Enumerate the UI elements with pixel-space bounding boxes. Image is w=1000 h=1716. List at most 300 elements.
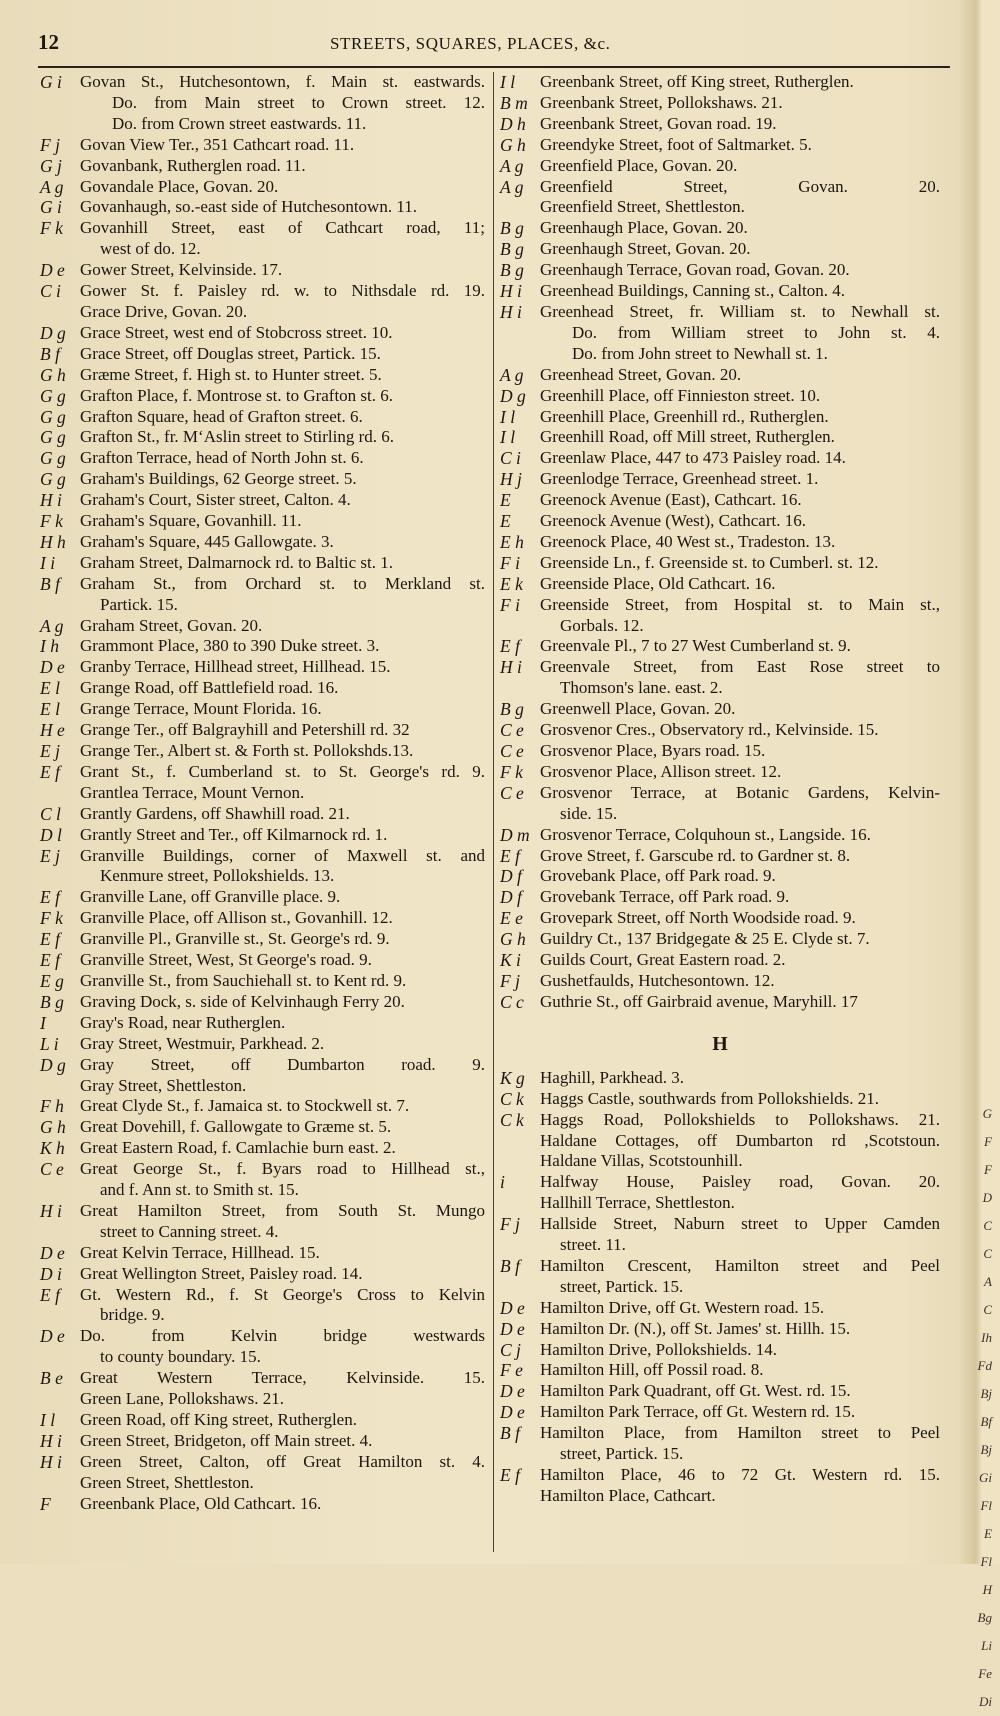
edge-letter: H <box>982 1582 992 1597</box>
map-reference: E h <box>500 531 524 552</box>
map-reference: I h <box>40 636 59 657</box>
map-reference: E g <box>40 970 64 991</box>
map-reference: B f <box>40 573 60 594</box>
directory-entry <box>500 1214 940 1256</box>
entry-line: Grantly Gardens, off Shawhill road. 21. <box>80 803 350 823</box>
entry-text <box>540 741 940 762</box>
map-reference: G h <box>500 134 526 155</box>
entry-line: Graving Dock, s. side of Kelvinhaugh Ferry 20. <box>80 991 405 1011</box>
entry-line: Greenock Avenue (West), Cathcart. 16. <box>540 511 806 531</box>
entry-line: Graham's Square, 445 Gallowgate. 3. <box>80 531 334 551</box>
map-reference: F e <box>500 1360 523 1381</box>
directory-entry <box>40 260 485 281</box>
entry-text <box>80 1368 485 1410</box>
entry-line: Grantlea Terrace, Mount Vernon. <box>80 782 305 802</box>
directory-entry <box>40 1368 485 1410</box>
map-reference: I l <box>500 427 516 448</box>
entry-line: Hallhill Terrace, Shettleston. <box>540 1193 735 1213</box>
entry-line: Govan St., Hutchesontown, f. Main st. eastwards. <box>80 72 485 91</box>
entry-line: Govanhill Street, east of Cathcart road, 11; <box>80 218 485 238</box>
entry-line: Govandale Place, Govan. 20. <box>80 176 279 196</box>
map-reference: I <box>40 1012 46 1033</box>
entry-text <box>80 720 485 741</box>
directory-entry <box>500 1068 940 1089</box>
directory-entry <box>40 908 485 929</box>
entry-line: Granville Buildings, corner of Maxwell st. and <box>80 845 485 865</box>
map-reference: H i <box>40 1430 62 1451</box>
entry-text <box>540 490 940 511</box>
entry-line: Hamilton Park Terrace, off Gt. Western rd. 15. <box>540 1402 856 1422</box>
directory-entry <box>500 741 940 762</box>
map-reference: E f <box>40 887 60 908</box>
entry-line: Hamilton Hill, off Possil road. 8. <box>540 1360 764 1380</box>
entry-line: Greenlodge Terrace, Greenhead street. 1. <box>540 469 819 489</box>
directory-entry <box>500 427 940 448</box>
entry-text <box>540 1110 940 1173</box>
entry-text <box>80 532 485 553</box>
edge-letter: F <box>984 1162 992 1177</box>
map-reference: D e <box>500 1381 525 1402</box>
map-reference: A g <box>40 615 64 636</box>
entry-line: Govanbank, Rutherglen road. 11. <box>80 155 306 175</box>
entry-text <box>540 72 940 93</box>
entry-text <box>80 1159 485 1201</box>
entry-line: Hamilton Drive, off Gt. Western road. 15. <box>540 1297 825 1317</box>
map-reference: i <box>500 1172 505 1193</box>
directory-entry <box>500 177 940 219</box>
entry-line: Greenhaugh Terrace, Govan road, Govan. 20. <box>540 260 850 280</box>
entry-text <box>540 657 940 699</box>
map-reference: B f <box>40 343 60 364</box>
entry-text <box>80 804 485 825</box>
right-column <box>500 72 940 1507</box>
map-reference: A g <box>500 155 524 176</box>
map-reference: G g <box>40 448 66 469</box>
map-reference: A g <box>500 176 524 197</box>
entry-line: Greenbank Street, off King street, Rutherglen. <box>540 72 854 91</box>
entry-text <box>80 929 485 950</box>
edge-letter: C <box>983 1246 992 1261</box>
directory-entry <box>40 616 485 637</box>
map-reference: B g <box>500 260 524 281</box>
entry-line: Haldane Villas, Scotstounhill. <box>540 1151 743 1171</box>
entry-line: Haggs Castle, southwards from Pollokshields. 21. <box>540 1088 880 1108</box>
entry-line: Hamilton Place, Cathcart. <box>540 1485 716 1505</box>
entry-line: Haldane Cottages, off Dumbarton rd ,Scotstoun. <box>540 1130 940 1150</box>
edge-letter: C <box>983 1302 992 1317</box>
map-reference: I l <box>500 72 516 92</box>
edge-letter: Bf <box>980 1414 992 1429</box>
entry-line: Grange Ter., Albert st. & Forth st. Pollokshds.13. <box>80 741 414 760</box>
entry-line: Granville Place, off Allison st., Govanhill. 12. <box>80 908 393 928</box>
directory-entry <box>500 469 940 490</box>
entry-line: Granville St., from Sauchiehall st. to Kent rd. 9. <box>80 970 407 990</box>
entry-text <box>80 636 485 657</box>
entry-line: Grafton Terrace, head of North John st. 6. <box>80 448 364 468</box>
entry-text <box>80 1055 485 1097</box>
directory-entry <box>500 532 940 553</box>
map-reference: C k <box>500 1088 524 1109</box>
entry-line: Thomson's lane. east. 2. <box>560 678 723 698</box>
directory-entry <box>500 490 940 511</box>
map-reference: F <box>40 1493 51 1514</box>
directory-entry <box>40 386 485 407</box>
entry-line: Grosvenor Place, Allison street. 12. <box>540 761 782 781</box>
map-reference: E j <box>40 741 60 761</box>
map-reference: K g <box>500 1067 525 1088</box>
map-reference: D f <box>500 887 522 908</box>
entry-text <box>540 1068 940 1089</box>
directory-entry <box>500 553 940 574</box>
map-reference: K i <box>500 950 521 971</box>
entry-line: Do. from Crown street eastwards. 11. <box>112 113 367 133</box>
entry-text <box>80 135 485 156</box>
entry-line: Graham's Buildings, 62 George street. 5. <box>80 469 357 489</box>
directory-entry <box>40 929 485 950</box>
map-reference: D g <box>40 322 66 343</box>
directory-entry <box>40 197 485 218</box>
directory-entry <box>40 532 485 553</box>
map-reference: G g <box>40 385 66 406</box>
entry-text <box>540 239 940 260</box>
map-reference: C i <box>40 281 61 302</box>
directory-entry <box>40 1096 485 1117</box>
directory-entry <box>500 1423 940 1465</box>
entry-text <box>540 1214 940 1256</box>
directory-entry <box>40 846 485 888</box>
entry-line: Gray Street, off Dumbarton road. 9. <box>80 1054 485 1074</box>
entry-text <box>540 177 940 219</box>
entry-line: Graham Street, Dalmarnock rd. to Baltic st. 1. <box>80 552 393 572</box>
entry-line: bridge. 9. <box>100 1305 165 1325</box>
entry-text <box>540 427 940 448</box>
map-reference: E f <box>40 950 60 971</box>
entry-text <box>80 177 485 198</box>
edge-letter: G <box>982 1106 992 1121</box>
entry-line: Hamilton Dr. (N.), off St. James' st. Hillh. 15. <box>540 1318 851 1338</box>
directory-entry <box>40 762 485 804</box>
directory-entry <box>500 1256 940 1298</box>
entry-line: Grammont Place, 380 to 390 Duke street. 3. <box>80 636 380 656</box>
entry-text <box>80 887 485 908</box>
directory-entry <box>40 887 485 908</box>
entry-text <box>80 616 485 637</box>
directory-entry <box>40 218 485 260</box>
entry-line: Greenhaugh Place, Govan. 20. <box>540 218 748 238</box>
edge-letter: Gi <box>979 1470 992 1485</box>
directory-entry <box>40 971 485 992</box>
directory-entry <box>40 72 485 135</box>
directory-entry <box>500 971 940 992</box>
map-reference: D e <box>500 1297 525 1318</box>
directory-entry <box>500 992 940 1013</box>
entry-line: Do. from Kelvin bridge westwards <box>80 1326 485 1346</box>
entry-line: Granville Pl., Granville st., St. George's rd. 9. <box>80 929 390 949</box>
directory-entry <box>500 365 940 386</box>
page-number: 12 <box>38 30 59 54</box>
directory-entry <box>500 1298 940 1319</box>
directory-entry <box>40 1117 485 1138</box>
directory-entry <box>40 1285 485 1327</box>
directory-entry <box>40 804 485 825</box>
entry-line: Greenbank Street, Govan road. 19. <box>540 113 777 133</box>
entry-line: Great Western Terrace, Kelvinside. 15. <box>80 1368 485 1388</box>
entry-text <box>80 281 485 323</box>
map-reference: C j <box>500 1339 521 1360</box>
entry-line: Greenwell Place, Govan. 20. <box>540 699 736 719</box>
entry-line: Green Street, Calton, off Great Hamilton st. 4. <box>80 1451 485 1471</box>
map-reference: A g <box>40 176 64 197</box>
map-reference: K h <box>40 1138 65 1159</box>
entry-line: Hamilton Crescent, Hamilton street and Peel <box>540 1255 940 1275</box>
map-reference: I l <box>500 406 516 427</box>
map-reference: H i <box>500 301 522 322</box>
directory-entry <box>40 741 485 762</box>
entry-line: and f. Ann st. to Smith st. 15. <box>100 1180 299 1200</box>
directory-entry <box>40 1452 485 1494</box>
right-column-h-entries <box>500 1068 940 1507</box>
map-reference: C e <box>500 782 524 803</box>
entry-text <box>80 1096 485 1117</box>
section-heading: H <box>712 1032 728 1055</box>
directory-entry <box>500 1465 940 1507</box>
map-reference: E f <box>500 636 520 657</box>
directory-entry <box>500 908 940 929</box>
entry-line: Grace Drive, Govan. 20. <box>80 301 248 321</box>
entry-line: Grovebank Terrace, off Park road. 9. <box>540 887 790 907</box>
directory-entry <box>500 1089 940 1110</box>
entry-text <box>540 908 940 929</box>
directory-entry <box>500 72 940 93</box>
entry-line: Grange Ter., off Balgrayhill and Petershill rd. 32 <box>80 720 410 740</box>
map-reference: D m <box>500 824 530 845</box>
map-reference: D g <box>500 385 526 406</box>
entry-line: Gray Street, Shettleston. <box>80 1075 247 1095</box>
map-reference: B f <box>500 1255 520 1276</box>
entry-text <box>80 490 485 511</box>
entry-line: Granville Street, West, St George's road. 9. <box>80 950 372 970</box>
directory-entry <box>40 469 485 490</box>
map-reference: H j <box>500 469 522 490</box>
map-reference: F i <box>500 552 520 573</box>
entry-text <box>540 866 940 887</box>
entry-text <box>80 1243 485 1264</box>
map-reference: B g <box>40 991 64 1012</box>
entry-text <box>80 574 485 616</box>
entry-text <box>540 511 940 532</box>
map-reference: H h <box>40 531 66 552</box>
entry-text <box>80 1285 485 1327</box>
edge-letter: C <box>983 1218 992 1233</box>
entry-text <box>540 720 940 741</box>
entry-line: Graham St., from Orchard st. to Merkland st. <box>80 573 485 593</box>
entry-text <box>80 908 485 929</box>
directory-entry <box>500 720 940 741</box>
map-reference: H e <box>40 720 65 741</box>
directory-entry <box>40 1055 485 1097</box>
map-reference: G g <box>40 406 66 427</box>
map-reference: G g <box>40 427 66 448</box>
entry-text <box>540 365 940 386</box>
entry-line: Greenvale Pl., 7 to 27 West Cumberland st. 9. <box>540 636 851 656</box>
map-reference: B m <box>500 92 528 113</box>
map-reference: F k <box>500 761 523 782</box>
entry-line: Green Street, Shettleston. <box>80 1472 254 1492</box>
edge-letter: Fe <box>978 1666 992 1681</box>
entry-line: Grosvenor Place, Byars road. 15. <box>540 741 766 760</box>
entry-line: Greenock Avenue (East), Cathcart. 16. <box>540 490 802 510</box>
entry-line: Greenbank Street, Pollokshaws. 21. <box>540 92 783 112</box>
directory-entry <box>500 114 940 135</box>
entry-text <box>540 1423 940 1465</box>
directory-entry <box>500 135 940 156</box>
directory-entry <box>40 365 485 386</box>
directory-entry <box>500 887 940 908</box>
edge-letter: F <box>984 1134 992 1149</box>
map-reference: D e <box>40 657 65 678</box>
entry-line: Greenhill Road, off Mill street, Rutherglen. <box>540 427 835 447</box>
entry-line: Greenfield Street, Shettleston. <box>540 197 745 217</box>
entry-line: Grosvenor Terrace, Colquhoun st., Langside. 16. <box>540 824 871 844</box>
directory-entry <box>40 177 485 198</box>
map-reference: F k <box>40 218 63 239</box>
entry-text <box>540 553 940 574</box>
directory-entry <box>500 1319 940 1340</box>
entry-line: Greenside Ln., f. Greenside st. to Cumberl. st. 12. <box>540 552 879 572</box>
map-reference: G h <box>40 1117 66 1138</box>
directory-entry <box>500 1402 940 1423</box>
entry-text <box>80 344 485 365</box>
entry-text <box>80 553 485 574</box>
entry-text <box>540 407 940 428</box>
entry-line: Hamilton Park Quadrant, off Gt. West. rd. 15. <box>540 1381 851 1401</box>
map-reference: C e <box>500 720 524 741</box>
entry-text <box>80 72 485 135</box>
entry-text <box>80 1410 485 1431</box>
map-reference: F k <box>40 908 63 929</box>
map-reference: E l <box>40 699 60 720</box>
entry-line: Gray Street, Westmuir, Parkhead. 2. <box>80 1033 325 1053</box>
entry-text <box>540 783 940 825</box>
map-reference: D e <box>40 1326 65 1347</box>
entry-line: Grafton St., fr. M‘Aslin street to Stirling rd. 6. <box>80 427 395 447</box>
entry-text <box>80 365 485 386</box>
entry-line: Great Clyde St., f. Jamaica st. to Stockwell st. 7. <box>80 1096 410 1116</box>
map-reference: G h <box>40 364 66 385</box>
entry-text <box>540 846 940 867</box>
entry-line: Grosvenor Terrace, at Botanic Gardens, Kelvin- <box>540 782 940 802</box>
entry-line: Great Kelvin Terrace, Hillhead. 15. <box>80 1242 320 1262</box>
directory-entry <box>40 992 485 1013</box>
map-reference: D i <box>40 1263 62 1284</box>
directory-entry <box>40 720 485 741</box>
entry-line: Govan View Ter., 351 Cathcart road. 11. <box>80 134 355 154</box>
entry-line: Grange Road, off Battlefield road. 16. <box>80 678 339 698</box>
entry-line: Greenfield Street, Govan. 20. <box>540 176 940 196</box>
directory-entry <box>40 950 485 971</box>
directory-entry <box>40 678 485 699</box>
entry-text <box>80 218 485 260</box>
directory-entry <box>500 699 940 720</box>
entry-line: Gray's Road, near Rutherglen. <box>80 1012 286 1032</box>
directory-entry <box>500 448 940 469</box>
entry-line: Gower St. f. Paisley rd. w. to Nithsdale rd. 19. <box>80 281 485 301</box>
entry-line: Haggs Road, Pollokshields to Pollokshaws. 21. <box>540 1109 940 1129</box>
directory-entry <box>500 1172 940 1214</box>
entry-line: Greenhead Buildings, Canning st., Calton. 4. <box>540 281 846 301</box>
map-reference: D f <box>500 866 522 887</box>
directory-entry <box>40 1138 485 1159</box>
map-reference: E e <box>500 908 523 929</box>
map-reference: B g <box>500 239 524 260</box>
map-reference: C e <box>500 741 524 761</box>
entry-text <box>540 156 940 177</box>
map-reference: I i <box>40 552 56 573</box>
entry-text <box>540 218 940 239</box>
entry-text <box>540 1340 940 1361</box>
map-reference: C i <box>500 448 521 469</box>
directory-entry <box>40 1410 485 1431</box>
directory-entry <box>40 323 485 344</box>
entry-line: Do. from William street to John st. 4. <box>572 322 940 342</box>
edge-letter: D <box>982 1190 992 1205</box>
entry-line: Great Wellington Street, Paisley road. 14. <box>80 1263 363 1283</box>
entry-line: Grafton Square, head of Grafton street. 6. <box>80 406 363 426</box>
entry-line: Grant St., f. Cumberland st. to St. George's rd. 9. <box>80 761 485 781</box>
entry-line: Greenside Street, from Hospital st. to Main st., <box>540 594 940 614</box>
entry-text <box>80 992 485 1013</box>
entry-text <box>80 762 485 804</box>
directory-entry <box>40 344 485 365</box>
entry-text <box>80 1431 485 1452</box>
entry-line: Guthrie St., off Gairbraid avenue, Maryhill. 17 <box>540 991 858 1011</box>
header-rule <box>38 66 950 68</box>
entry-line: Greenhaugh Street, Govan. 20. <box>540 239 751 259</box>
entry-line: Haghill, Parkhead. 3. <box>540 1067 684 1087</box>
map-reference: F j <box>500 1214 520 1235</box>
edge-letter: Fl <box>980 1554 992 1569</box>
edge-letter: Di <box>979 1694 992 1709</box>
directory-entry <box>40 427 485 448</box>
entry-line: Do. from John street to Newhall st. 1. <box>572 343 828 363</box>
entry-line: Grace Street, off Douglas street, Partick. 15. <box>80 343 381 363</box>
entry-text <box>80 950 485 971</box>
entry-line: Greenhill Place, off Finnieston street. 10. <box>540 385 821 405</box>
entry-line: Greenlaw Place, 447 to 473 Paisley road. 14. <box>540 448 846 468</box>
entry-text <box>540 971 940 992</box>
entry-line: Grosvenor Cres., Observatory rd., Kelvinside. 15. <box>540 720 879 740</box>
map-reference: C e <box>40 1159 64 1180</box>
entry-text <box>80 1264 485 1285</box>
entry-line: Greenside Place, Old Cathcart. 16. <box>540 573 776 593</box>
edge-letter: Bj <box>980 1442 992 1457</box>
entry-text <box>80 678 485 699</box>
entry-line: street. 11. <box>560 1235 626 1255</box>
entry-text <box>80 427 485 448</box>
directory-entry <box>40 1326 485 1368</box>
entry-line: Gushetfaulds, Hutchesontown. 12. <box>540 970 775 990</box>
entry-text <box>540 448 940 469</box>
map-reference: E k <box>500 573 523 594</box>
directory-entry <box>40 1159 485 1201</box>
directory-entry <box>40 1013 485 1034</box>
edge-letter: A <box>984 1274 992 1289</box>
directory-entry <box>40 448 485 469</box>
directory-entry <box>500 762 940 783</box>
map-reference: F i <box>500 594 520 615</box>
entry-line: side. 15. <box>560 803 618 823</box>
entry-line: Graham's Square, Govanhill. 11. <box>80 511 302 531</box>
